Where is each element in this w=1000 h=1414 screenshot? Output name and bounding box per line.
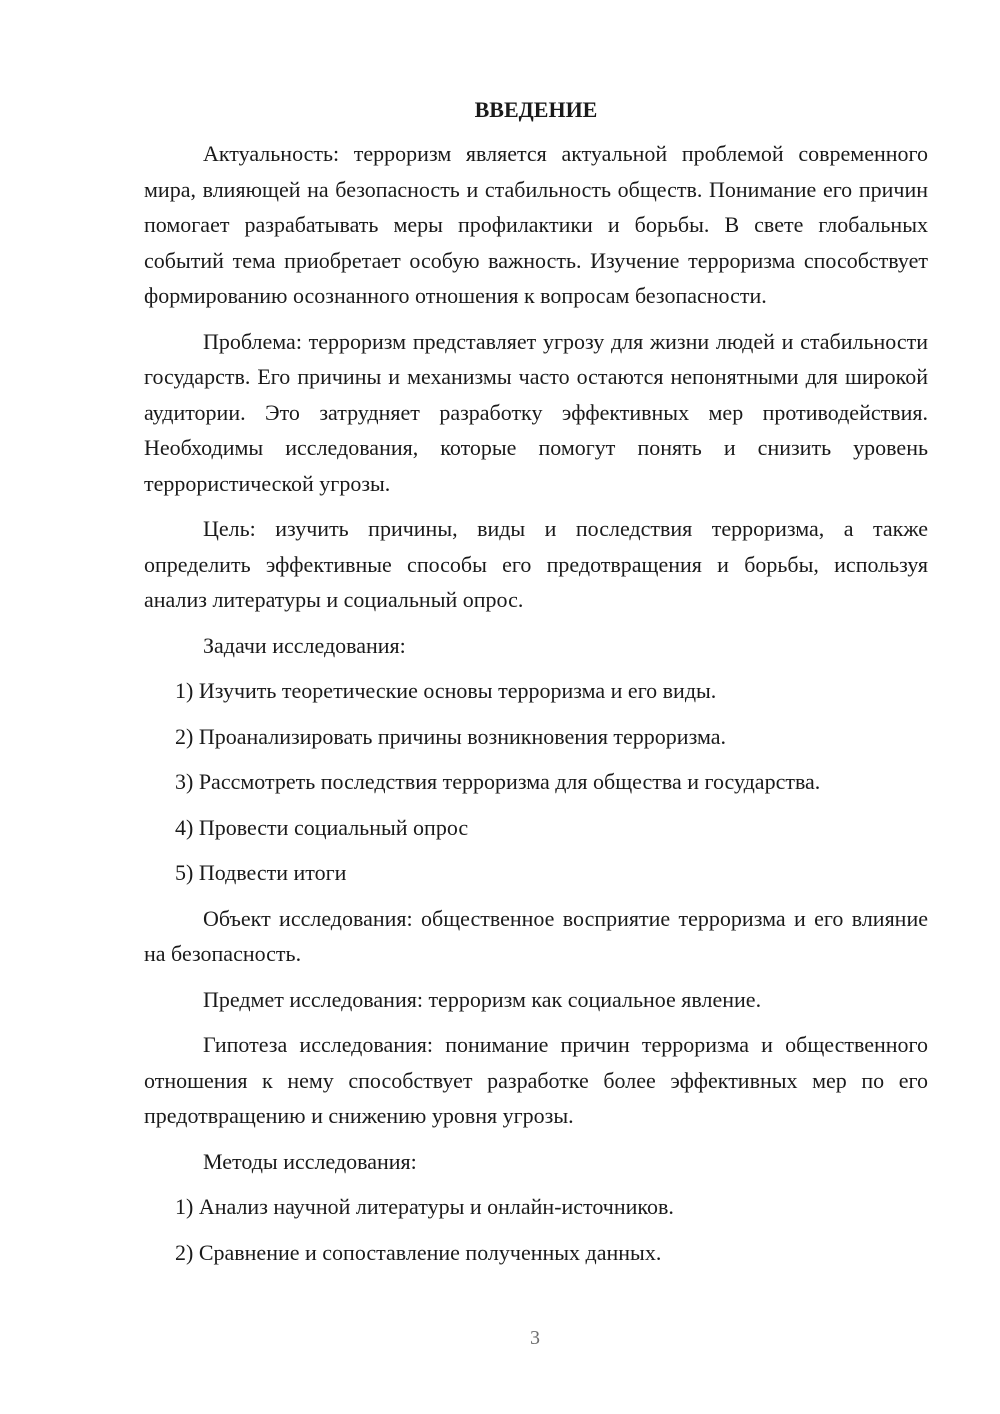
page-title: ВВЕДЕНИЕ	[474, 97, 598, 122]
paragraph-problem: Проблема: терроризм представляет угрозу для жизни людей и стабильности государств. Его причины и механизмы часто остаются непонятными для широкой аудитории. Это затрудняет разработку эффективных мер противодействия. Необходимы исследования, которые помогут понять и снизить уровень террористической угрозы.	[144, 328, 928, 496]
list-item: 1) Изучить теоретические основы терроризма и его виды.	[175, 678, 717, 703]
tasks-list	[144, 673, 928, 891]
list-item: 1) Анализ научной литературы и онлайн-источников.	[175, 1194, 674, 1219]
list-item: 3) Рассмотреть последствия терроризма для общества и государства.	[175, 769, 821, 794]
paragraph-goal: Цель: изучить причины, виды и последствия терроризма, а также определить эффективные способы его предотвращения и борьбы, используя анализ литературы и социальный опрос.	[144, 516, 928, 612]
page-number: 3	[530, 1327, 540, 1349]
paragraph-object: Объект исследования: общественное восприятие терроризма и его влияние на безопасность.	[144, 905, 928, 966]
methods-list	[144, 1189, 928, 1270]
paragraph-hypothesis: Гипотеза исследования: понимание причин терроризма и общественного отношения к нему способствует разработке более эффективных мер по его предотвращению и снижению уровня угрозы.	[144, 1032, 928, 1128]
list-item: 5) Подвести итоги	[175, 860, 347, 885]
tasks-heading: Задачи исследования:	[203, 632, 406, 658]
methods-heading: Методы исследования:	[203, 1148, 417, 1174]
paragraph-relevance: Актуальность: терроризм является актуальной проблемой современного мира, влияющей на безопасность и стабильность обществ. Понимание его причин помогает разрабатывать меры профилактики и борьбы. В свете глобальных событий тема приобретает особую важность. Изучение терроризма способствует формированию осознанного отношения к вопросам безопасности.	[144, 141, 928, 308]
paragraph-subject: Предмет исследования: терроризм как социальное явление.	[203, 986, 762, 1012]
list-item: 4) Провести социальный опрос	[175, 814, 469, 840]
list-item: 2) Сравнение и сопоставление полученных данных.	[175, 1239, 662, 1265]
document-page	[144, 96, 928, 1280]
list-item: 2) Проанализировать причины возникновения терроризма.	[175, 723, 726, 749]
